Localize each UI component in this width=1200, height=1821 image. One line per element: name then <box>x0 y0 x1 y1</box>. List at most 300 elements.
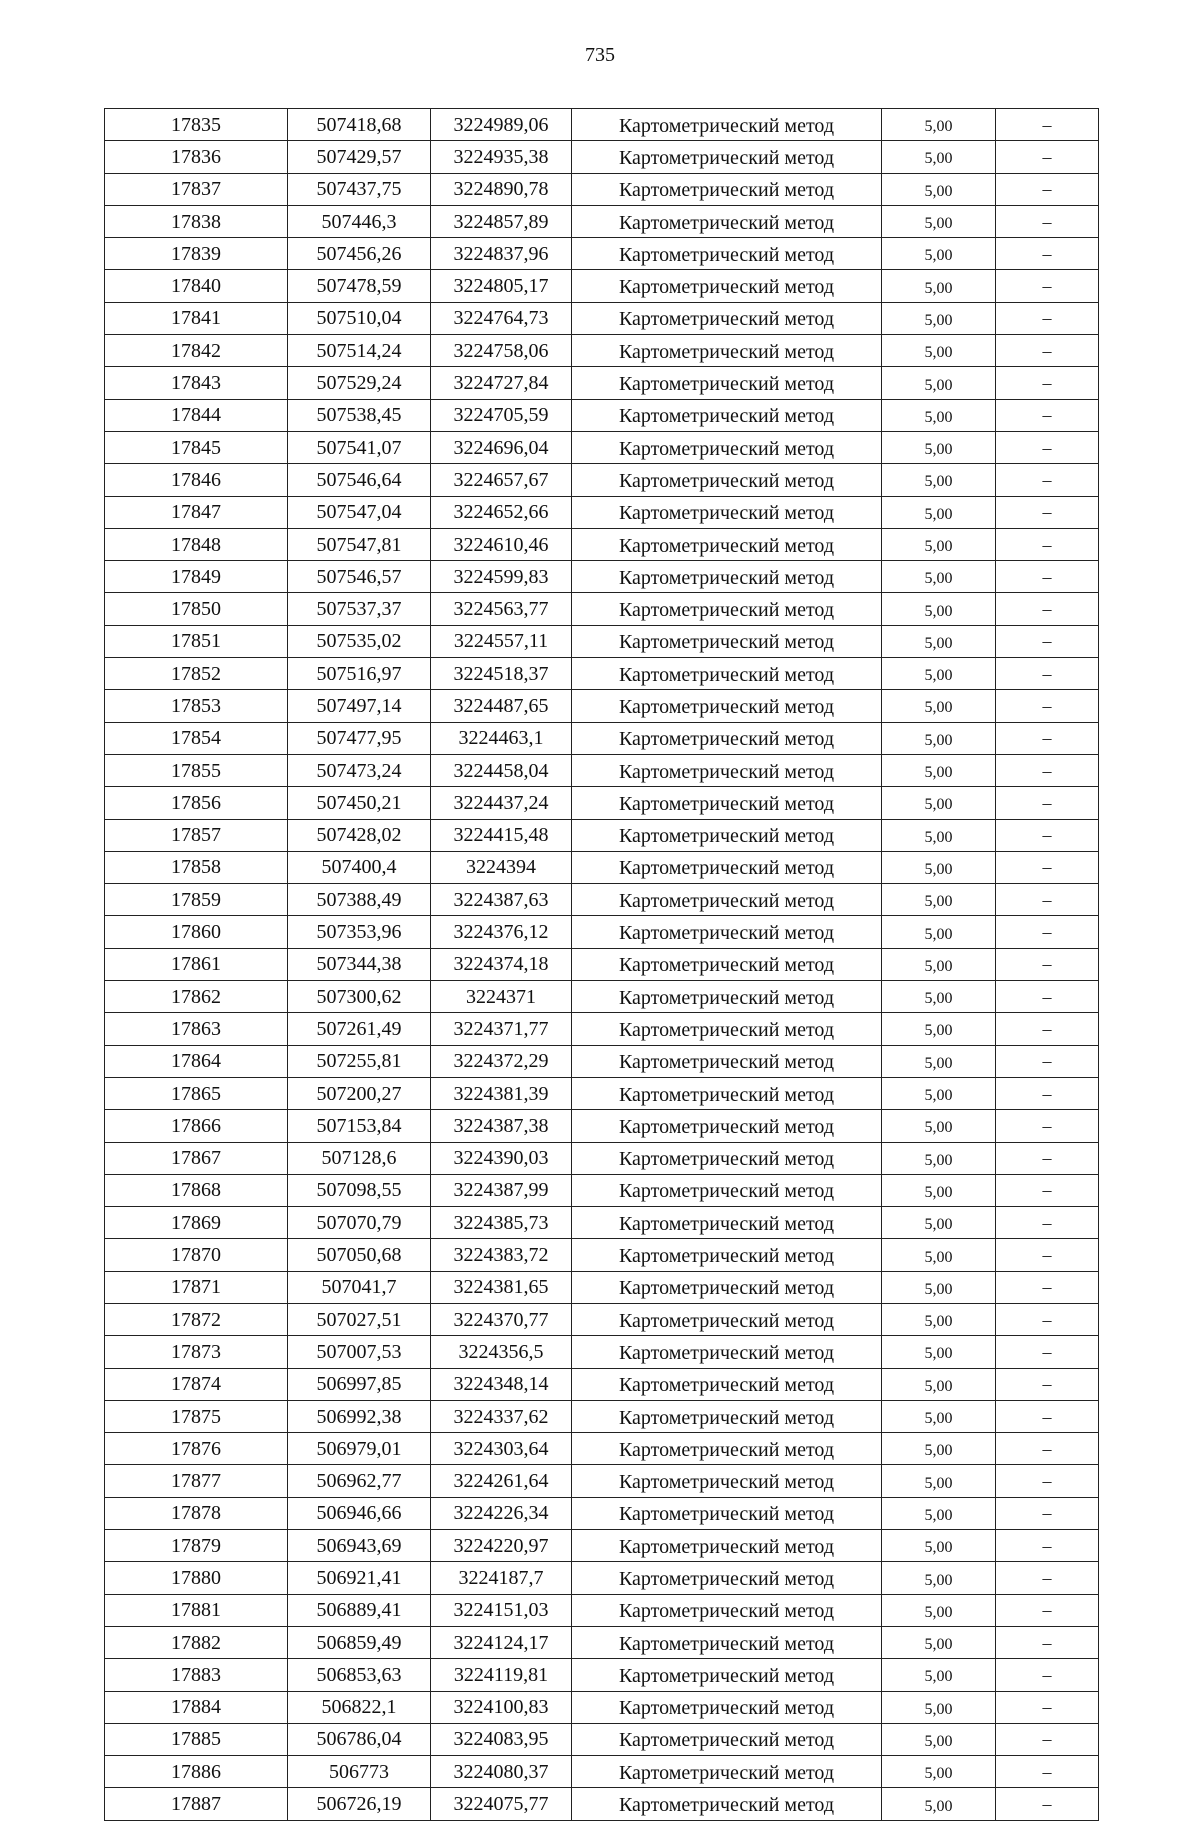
point-number-cell: 17839 <box>105 238 288 270</box>
method-cell: Картометрический метод <box>572 302 882 334</box>
x-coordinate-cell: 506946,66 <box>288 1497 431 1529</box>
description-cell: – <box>996 1336 1099 1368</box>
description-cell: – <box>996 1013 1099 1045</box>
method-cell: Картометрический метод <box>572 1400 882 1432</box>
method-cell: Картометрический метод <box>572 1530 882 1562</box>
method-cell: Картометрический метод <box>572 1336 882 1368</box>
description-cell: – <box>996 173 1099 205</box>
point-number-cell: 17866 <box>105 1110 288 1142</box>
point-number-cell: 17864 <box>105 1045 288 1077</box>
description-cell: – <box>996 464 1099 496</box>
x-coordinate-cell: 507473,24 <box>288 754 431 786</box>
y-coordinate-cell: 3224599,83 <box>431 561 572 593</box>
method-cell: Картометрический метод <box>572 1271 882 1303</box>
y-coordinate-cell: 3224390,03 <box>431 1142 572 1174</box>
x-coordinate-cell: 507041,7 <box>288 1271 431 1303</box>
table-row <box>105 1207 1099 1239</box>
accuracy-cell: 5,00 <box>882 561 996 593</box>
y-coordinate-cell: 3224119,81 <box>431 1659 572 1691</box>
method-cell: Картометрический метод <box>572 1691 882 1723</box>
method-cell: Картометрический метод <box>572 1303 882 1335</box>
table-row <box>105 238 1099 270</box>
x-coordinate-cell: 506979,01 <box>288 1433 431 1465</box>
table-row <box>105 916 1099 948</box>
y-coordinate-cell: 3224083,95 <box>431 1723 572 1755</box>
point-number-cell: 17860 <box>105 916 288 948</box>
x-coordinate-cell: 507128,6 <box>288 1142 431 1174</box>
method-cell: Картометрический метод <box>572 1626 882 1658</box>
table-row <box>105 658 1099 690</box>
table-row <box>105 1174 1099 1206</box>
table-row <box>105 1756 1099 1788</box>
description-cell: – <box>996 690 1099 722</box>
point-number-cell: 17857 <box>105 819 288 851</box>
y-coordinate-cell: 3224187,7 <box>431 1562 572 1594</box>
x-coordinate-cell: 507516,97 <box>288 658 431 690</box>
method-cell: Картометрический метод <box>572 561 882 593</box>
x-coordinate-cell: 507537,37 <box>288 593 431 625</box>
y-coordinate-cell: 3224463,1 <box>431 722 572 754</box>
accuracy-cell: 5,00 <box>882 141 996 173</box>
method-cell: Картометрический метод <box>572 1562 882 1594</box>
x-coordinate-cell: 507050,68 <box>288 1239 431 1271</box>
description-cell: – <box>996 1303 1099 1335</box>
table-row <box>105 464 1099 496</box>
point-number-cell: 17867 <box>105 1142 288 1174</box>
y-coordinate-cell: 3224387,38 <box>431 1110 572 1142</box>
method-cell: Картометрический метод <box>572 270 882 302</box>
accuracy-cell: 5,00 <box>882 1174 996 1206</box>
table-row <box>105 270 1099 302</box>
x-coordinate-cell: 506822,1 <box>288 1691 431 1723</box>
y-coordinate-cell: 3224381,65 <box>431 1271 572 1303</box>
y-coordinate-cell: 3224518,37 <box>431 658 572 690</box>
accuracy-cell: 5,00 <box>882 1077 996 1109</box>
x-coordinate-cell: 507477,95 <box>288 722 431 754</box>
point-number-cell: 17848 <box>105 528 288 560</box>
x-coordinate-cell: 507546,64 <box>288 464 431 496</box>
method-cell: Картометрический метод <box>572 658 882 690</box>
point-number-cell: 17859 <box>105 884 288 916</box>
point-number-cell: 17835 <box>105 109 288 141</box>
x-coordinate-cell: 507547,81 <box>288 528 431 560</box>
description-cell: – <box>996 335 1099 367</box>
accuracy-cell: 5,00 <box>882 1110 996 1142</box>
point-number-cell: 17852 <box>105 658 288 690</box>
description-cell: – <box>996 754 1099 786</box>
accuracy-cell: 5,00 <box>882 1788 996 1820</box>
y-coordinate-cell: 3224075,77 <box>431 1788 572 1820</box>
method-cell: Картометрический метод <box>572 593 882 625</box>
point-number-cell: 17882 <box>105 1626 288 1658</box>
y-coordinate-cell: 3224705,59 <box>431 399 572 431</box>
x-coordinate-cell: 507400,4 <box>288 851 431 883</box>
method-cell: Картометрический метод <box>572 205 882 237</box>
table-row <box>105 561 1099 593</box>
y-coordinate-cell: 3224857,89 <box>431 205 572 237</box>
point-number-cell: 17845 <box>105 431 288 463</box>
accuracy-cell: 5,00 <box>882 916 996 948</box>
point-number-cell: 17876 <box>105 1433 288 1465</box>
method-cell: Картометрический метод <box>572 1433 882 1465</box>
table-row <box>105 819 1099 851</box>
description-cell: – <box>996 1271 1099 1303</box>
point-number-cell: 17874 <box>105 1368 288 1400</box>
accuracy-cell: 5,00 <box>882 658 996 690</box>
description-cell: – <box>996 884 1099 916</box>
description-cell: – <box>996 1174 1099 1206</box>
method-cell: Картометрический метод <box>572 1368 882 1400</box>
y-coordinate-cell: 3224764,73 <box>431 302 572 334</box>
accuracy-cell: 5,00 <box>882 270 996 302</box>
y-coordinate-cell: 3224758,06 <box>431 335 572 367</box>
point-number-cell: 17863 <box>105 1013 288 1045</box>
method-cell: Картометрический метод <box>572 335 882 367</box>
method-cell: Картометрический метод <box>572 141 882 173</box>
point-number-cell: 17855 <box>105 754 288 786</box>
table-row <box>105 981 1099 1013</box>
table-row <box>105 754 1099 786</box>
table-row <box>105 399 1099 431</box>
description-cell: – <box>996 367 1099 399</box>
accuracy-cell: 5,00 <box>882 1497 996 1529</box>
accuracy-cell: 5,00 <box>882 851 996 883</box>
accuracy-cell: 5,00 <box>882 754 996 786</box>
table-row <box>105 1691 1099 1723</box>
table-row <box>105 1271 1099 1303</box>
accuracy-cell: 5,00 <box>882 109 996 141</box>
x-coordinate-cell: 506889,41 <box>288 1594 431 1626</box>
y-coordinate-cell: 3224696,04 <box>431 431 572 463</box>
point-number-cell: 17869 <box>105 1207 288 1239</box>
x-coordinate-cell: 507547,04 <box>288 496 431 528</box>
method-cell: Картометрический метод <box>572 787 882 819</box>
point-number-cell: 17849 <box>105 561 288 593</box>
x-coordinate-cell: 507098,55 <box>288 1174 431 1206</box>
x-coordinate-cell: 507200,27 <box>288 1077 431 1109</box>
y-coordinate-cell: 3224387,63 <box>431 884 572 916</box>
x-coordinate-cell: 507388,49 <box>288 884 431 916</box>
y-coordinate-cell: 3224652,66 <box>431 496 572 528</box>
y-coordinate-cell: 3224727,84 <box>431 367 572 399</box>
table-row <box>105 1433 1099 1465</box>
table-row <box>105 722 1099 754</box>
point-number-cell: 17841 <box>105 302 288 334</box>
description-cell: – <box>996 1691 1099 1723</box>
table-row <box>105 141 1099 173</box>
x-coordinate-cell: 507510,04 <box>288 302 431 334</box>
table-row <box>105 1465 1099 1497</box>
accuracy-cell: 5,00 <box>882 690 996 722</box>
description-cell: – <box>996 1465 1099 1497</box>
accuracy-cell: 5,00 <box>882 1465 996 1497</box>
point-number-cell: 17837 <box>105 173 288 205</box>
description-cell: – <box>996 302 1099 334</box>
y-coordinate-cell: 3224371,77 <box>431 1013 572 1045</box>
x-coordinate-cell: 507027,51 <box>288 1303 431 1335</box>
x-coordinate-cell: 507007,53 <box>288 1336 431 1368</box>
accuracy-cell: 5,00 <box>882 1303 996 1335</box>
y-coordinate-cell: 3224381,39 <box>431 1077 572 1109</box>
accuracy-cell: 5,00 <box>882 1691 996 1723</box>
table-row <box>105 1659 1099 1691</box>
method-cell: Картометрический метод <box>572 754 882 786</box>
method-cell: Картометрический метод <box>572 1239 882 1271</box>
x-coordinate-cell: 506726,19 <box>288 1788 431 1820</box>
accuracy-cell: 5,00 <box>882 787 996 819</box>
description-cell: – <box>996 1045 1099 1077</box>
x-coordinate-cell: 506921,41 <box>288 1562 431 1594</box>
method-cell: Картометрический метод <box>572 1207 882 1239</box>
point-number-cell: 17872 <box>105 1303 288 1335</box>
y-coordinate-cell: 3224385,73 <box>431 1207 572 1239</box>
point-number-cell: 17842 <box>105 335 288 367</box>
method-cell: Картометрический метод <box>572 1756 882 1788</box>
description-cell: – <box>996 916 1099 948</box>
y-coordinate-cell: 3224458,04 <box>431 754 572 786</box>
table-row <box>105 1497 1099 1529</box>
accuracy-cell: 5,00 <box>882 1530 996 1562</box>
accuracy-cell: 5,00 <box>882 1594 996 1626</box>
method-cell: Картометрический метод <box>572 1045 882 1077</box>
table-row <box>105 1110 1099 1142</box>
table-row <box>105 1626 1099 1658</box>
accuracy-cell: 5,00 <box>882 593 996 625</box>
x-coordinate-cell: 507529,24 <box>288 367 431 399</box>
accuracy-cell: 5,00 <box>882 1336 996 1368</box>
point-number-cell: 17871 <box>105 1271 288 1303</box>
description-cell: – <box>996 1400 1099 1432</box>
table-row <box>105 1045 1099 1077</box>
y-coordinate-cell: 3224805,17 <box>431 270 572 302</box>
point-number-cell: 17856 <box>105 787 288 819</box>
accuracy-cell: 5,00 <box>882 205 996 237</box>
x-coordinate-cell: 507541,07 <box>288 431 431 463</box>
x-coordinate-cell: 506997,85 <box>288 1368 431 1400</box>
y-coordinate-cell: 3224356,5 <box>431 1336 572 1368</box>
x-coordinate-cell: 506786,04 <box>288 1723 431 1755</box>
x-coordinate-cell: 507070,79 <box>288 1207 431 1239</box>
description-cell: – <box>996 1142 1099 1174</box>
x-coordinate-cell: 507514,24 <box>288 335 431 367</box>
y-coordinate-cell: 3224610,46 <box>431 528 572 560</box>
method-cell: Картометрический метод <box>572 367 882 399</box>
accuracy-cell: 5,00 <box>882 1013 996 1045</box>
method-cell: Картометрический метод <box>572 431 882 463</box>
description-cell: – <box>996 1433 1099 1465</box>
table-row <box>105 593 1099 625</box>
point-number-cell: 17836 <box>105 141 288 173</box>
description-cell: – <box>996 658 1099 690</box>
x-coordinate-cell: 507429,57 <box>288 141 431 173</box>
description-cell: – <box>996 1626 1099 1658</box>
method-cell: Картометрический метод <box>572 1110 882 1142</box>
x-coordinate-cell: 506859,49 <box>288 1626 431 1658</box>
table-row <box>105 335 1099 367</box>
description-cell: – <box>996 1594 1099 1626</box>
method-cell: Картометрический метод <box>572 1659 882 1691</box>
point-number-cell: 17844 <box>105 399 288 431</box>
point-number-cell: 17861 <box>105 948 288 980</box>
x-coordinate-cell: 507418,68 <box>288 109 431 141</box>
point-number-cell: 17838 <box>105 205 288 237</box>
y-coordinate-cell: 3224394 <box>431 851 572 883</box>
y-coordinate-cell: 3224437,24 <box>431 787 572 819</box>
accuracy-cell: 5,00 <box>882 367 996 399</box>
method-cell: Картометрический метод <box>572 851 882 883</box>
table-row <box>105 1562 1099 1594</box>
method-cell: Картометрический метод <box>572 1497 882 1529</box>
table-row <box>105 1239 1099 1271</box>
method-cell: Картометрический метод <box>572 1174 882 1206</box>
description-cell: – <box>996 496 1099 528</box>
accuracy-cell: 5,00 <box>882 1400 996 1432</box>
accuracy-cell: 5,00 <box>882 496 996 528</box>
accuracy-cell: 5,00 <box>882 1723 996 1755</box>
point-number-cell: 17879 <box>105 1530 288 1562</box>
y-coordinate-cell: 3224226,34 <box>431 1497 572 1529</box>
point-number-cell: 17883 <box>105 1659 288 1691</box>
x-coordinate-cell: 506992,38 <box>288 1400 431 1432</box>
y-coordinate-cell: 3224890,78 <box>431 173 572 205</box>
y-coordinate-cell: 3224371 <box>431 981 572 1013</box>
point-number-cell: 17886 <box>105 1756 288 1788</box>
coordinates-table-body <box>105 109 1099 1821</box>
point-number-cell: 17881 <box>105 1594 288 1626</box>
x-coordinate-cell: 507538,45 <box>288 399 431 431</box>
accuracy-cell: 5,00 <box>882 238 996 270</box>
description-cell: – <box>996 981 1099 1013</box>
accuracy-cell: 5,00 <box>882 1562 996 1594</box>
accuracy-cell: 5,00 <box>882 1271 996 1303</box>
accuracy-cell: 5,00 <box>882 431 996 463</box>
description-cell: – <box>996 431 1099 463</box>
point-number-cell: 17853 <box>105 690 288 722</box>
accuracy-cell: 5,00 <box>882 1045 996 1077</box>
point-number-cell: 17880 <box>105 1562 288 1594</box>
y-coordinate-cell: 3224415,48 <box>431 819 572 851</box>
description-cell: – <box>996 1788 1099 1820</box>
description-cell: – <box>996 1077 1099 1109</box>
table-row <box>105 109 1099 141</box>
description-cell: – <box>996 787 1099 819</box>
method-cell: Картометрический метод <box>572 884 882 916</box>
description-cell: – <box>996 819 1099 851</box>
point-number-cell: 17858 <box>105 851 288 883</box>
y-coordinate-cell: 3224989,06 <box>431 109 572 141</box>
accuracy-cell: 5,00 <box>882 399 996 431</box>
x-coordinate-cell: 507344,38 <box>288 948 431 980</box>
y-coordinate-cell: 3224487,65 <box>431 690 572 722</box>
accuracy-cell: 5,00 <box>882 302 996 334</box>
table-row <box>105 690 1099 722</box>
description-cell: – <box>996 851 1099 883</box>
y-coordinate-cell: 3224372,29 <box>431 1045 572 1077</box>
description-cell: – <box>996 399 1099 431</box>
table-row <box>105 851 1099 883</box>
table-row <box>105 884 1099 916</box>
table-row <box>105 1077 1099 1109</box>
accuracy-cell: 5,00 <box>882 528 996 560</box>
table-row <box>105 1788 1099 1820</box>
x-coordinate-cell: 507446,3 <box>288 205 431 237</box>
method-cell: Картометрический метод <box>572 496 882 528</box>
x-coordinate-cell: 506773 <box>288 1756 431 1788</box>
table-row <box>105 948 1099 980</box>
method-cell: Картометрический метод <box>572 981 882 1013</box>
y-coordinate-cell: 3224935,38 <box>431 141 572 173</box>
y-coordinate-cell: 3224383,72 <box>431 1239 572 1271</box>
method-cell: Картометрический метод <box>572 948 882 980</box>
method-cell: Картометрический метод <box>572 722 882 754</box>
x-coordinate-cell: 507535,02 <box>288 625 431 657</box>
description-cell: – <box>996 1659 1099 1691</box>
table-row <box>105 302 1099 334</box>
description-cell: – <box>996 238 1099 270</box>
method-cell: Картометрический метод <box>572 1723 882 1755</box>
method-cell: Картометрический метод <box>572 399 882 431</box>
accuracy-cell: 5,00 <box>882 1239 996 1271</box>
point-number-cell: 17887 <box>105 1788 288 1820</box>
y-coordinate-cell: 3224261,64 <box>431 1465 572 1497</box>
point-number-cell: 17875 <box>105 1400 288 1432</box>
accuracy-cell: 5,00 <box>882 1142 996 1174</box>
x-coordinate-cell: 507261,49 <box>288 1013 431 1045</box>
y-coordinate-cell: 3224376,12 <box>431 916 572 948</box>
accuracy-cell: 5,00 <box>882 1659 996 1691</box>
method-cell: Картометрический метод <box>572 916 882 948</box>
y-coordinate-cell: 3224348,14 <box>431 1368 572 1400</box>
y-coordinate-cell: 3224837,96 <box>431 238 572 270</box>
x-coordinate-cell: 506943,69 <box>288 1530 431 1562</box>
point-number-cell: 17873 <box>105 1336 288 1368</box>
table-row <box>105 431 1099 463</box>
y-coordinate-cell: 3224124,17 <box>431 1626 572 1658</box>
method-cell: Картометрический метод <box>572 625 882 657</box>
description-cell: – <box>996 1110 1099 1142</box>
method-cell: Картометрический метод <box>572 109 882 141</box>
table-row <box>105 787 1099 819</box>
x-coordinate-cell: 507450,21 <box>288 787 431 819</box>
point-number-cell: 17877 <box>105 1465 288 1497</box>
accuracy-cell: 5,00 <box>882 464 996 496</box>
method-cell: Картометрический метод <box>572 1142 882 1174</box>
description-cell: – <box>996 722 1099 754</box>
description-cell: – <box>996 1756 1099 1788</box>
point-number-cell: 17868 <box>105 1174 288 1206</box>
description-cell: – <box>996 1207 1099 1239</box>
accuracy-cell: 5,00 <box>882 948 996 980</box>
y-coordinate-cell: 3224337,62 <box>431 1400 572 1432</box>
table-row <box>105 1594 1099 1626</box>
y-coordinate-cell: 3224303,64 <box>431 1433 572 1465</box>
description-cell: – <box>996 1368 1099 1400</box>
x-coordinate-cell: 506962,77 <box>288 1465 431 1497</box>
accuracy-cell: 5,00 <box>882 1207 996 1239</box>
x-coordinate-cell: 507478,59 <box>288 270 431 302</box>
y-coordinate-cell: 3224100,83 <box>431 1691 572 1723</box>
y-coordinate-cell: 3224557,11 <box>431 625 572 657</box>
x-coordinate-cell: 507546,57 <box>288 561 431 593</box>
table-row <box>105 1303 1099 1335</box>
table-row <box>105 205 1099 237</box>
table-row <box>105 1336 1099 1368</box>
table-row <box>105 496 1099 528</box>
point-number-cell: 17884 <box>105 1691 288 1723</box>
point-number-cell: 17878 <box>105 1497 288 1529</box>
x-coordinate-cell: 506853,63 <box>288 1659 431 1691</box>
y-coordinate-cell: 3224657,67 <box>431 464 572 496</box>
